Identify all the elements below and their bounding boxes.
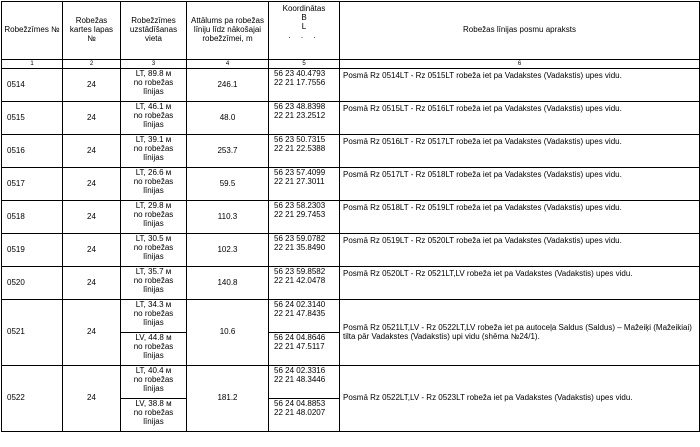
marker-id: 0514 <box>2 69 63 102</box>
coord-l: 22 21 27.3011 <box>274 176 325 186</box>
column-number: 6 <box>340 60 700 69</box>
placement-line: līnijas <box>143 350 164 360</box>
placement-line: no robežas <box>133 209 174 219</box>
description: Posmā Rz 0515LT - Rz 0516LT robeža iet pa Vadakstes (Vadakstis) upes vidu. <box>340 102 700 135</box>
coord-b: 56 23 57.4099 <box>274 168 326 177</box>
placement-line: no robežas <box>133 374 174 384</box>
description: Posmā Rz 0520LT - Rz 0521LT,LV robeža iet pa Vadakstes (Vadakstis) upes vidu. <box>340 267 700 300</box>
marker-id: 0515 <box>2 102 63 135</box>
distance: 181.2 <box>187 366 269 432</box>
table-row <box>2 267 700 300</box>
placement-lv <box>121 333 187 366</box>
placement-line: LV, 44.8 м <box>135 333 172 342</box>
placement-line: līnijas <box>143 416 164 426</box>
description: Posmā Rz 0521LT,LV - Rz 0522LT,LV robeža iet pa autoceļa Saldus (Saldus) – Mažeiķi (Mažeikiai) tilta pār Vadakstes (Vadakstis) upi vidu (shēma №24/1). <box>340 300 700 366</box>
marker-id: 0517 <box>2 168 63 201</box>
placement-line: līnijas <box>143 284 164 294</box>
map-sheet: 24 <box>63 201 121 234</box>
description: Posmā Rz 0522LT,LV - Rz 0523LT robeža iet pa Vadakstes (Vadakstis) upes vidu. <box>340 366 700 432</box>
map-sheet: 24 <box>63 69 121 102</box>
placement-line: no robežas <box>133 77 174 87</box>
coord-l: 22 21 42.0478 <box>274 275 326 285</box>
placement-line: LT, 30.5 м <box>135 234 172 243</box>
placement-line: LT, 89.8 м <box>135 69 172 78</box>
coord-b: 56 23 59.8582 <box>274 267 326 276</box>
coord-l: 22 21 22.5388 <box>274 143 326 153</box>
placement-line: LT, 35.7 м <box>135 267 172 276</box>
placement-line: no robežas <box>133 110 174 120</box>
distance: 48.0 <box>187 102 269 135</box>
distance: 59.5 <box>187 168 269 201</box>
column-number: 3 <box>121 60 187 69</box>
distance: 253.7 <box>187 135 269 168</box>
header-placement: Robežzīmes uzstādīšanas vieta <box>121 2 187 60</box>
placement <box>121 102 187 135</box>
placement-line: no robežas <box>133 407 174 417</box>
column-number: 2 <box>63 60 121 69</box>
coord-b: 56 24 04.8853 <box>274 399 326 408</box>
coordinates <box>269 267 340 300</box>
column-number: 1 <box>2 60 63 69</box>
column-number: 4 <box>187 60 269 69</box>
column-number: 5 <box>269 60 340 69</box>
coordinates <box>269 234 340 267</box>
placement-line: līnijas <box>143 119 164 129</box>
header-coordinates-l: L <box>301 21 307 31</box>
coordinates <box>269 69 340 102</box>
placement-line: līnijas <box>143 218 164 228</box>
placement <box>121 201 187 234</box>
coord-b: 56 23 48.8398 <box>274 102 326 111</box>
table-row-0521-upper <box>2 300 700 333</box>
coord-b: 56 23 40.4793 <box>274 69 326 78</box>
description: Posmā Rz 0519LT - Rz 0520LT robeža iet pa Vadakstes (Vadakstis) upes vidu. <box>340 234 700 267</box>
coordinates <box>269 102 340 135</box>
table-row-0522-upper <box>2 366 700 399</box>
placement-line: līnijas <box>143 251 164 261</box>
column-number-row <box>2 60 700 69</box>
coordinates <box>269 168 340 201</box>
header-map-sheet: Robežas kartes lapas № <box>63 2 121 60</box>
placement-line: no robežas <box>133 242 174 252</box>
table-row <box>2 102 700 135</box>
header-marker-no: Robežzīmes № <box>2 2 63 60</box>
coord-b: 56 23 59.0782 <box>274 234 326 243</box>
header-description: Robežas līnijas posmu apraksts <box>340 2 700 60</box>
distance: 10.6 <box>187 300 269 366</box>
coord-b: 56 24 02.3140 <box>274 300 326 309</box>
placement-line: LV, 38.8 м <box>135 399 172 408</box>
placement <box>121 267 187 300</box>
coord-l: 22 21 48.3446 <box>274 374 326 384</box>
coord-l: 22 21 17.7556 <box>274 77 326 87</box>
distance: 140.8 <box>187 267 269 300</box>
table-row <box>2 69 700 102</box>
map-sheet: 24 <box>63 300 121 366</box>
table-row <box>2 168 700 201</box>
coordinates-lv <box>269 399 340 432</box>
coord-l: 22 21 47.8435 <box>274 308 326 318</box>
coord-l: 22 21 23.2512 <box>274 110 326 120</box>
description: Posmā Rz 0514LT - Rz 0515LT robeža iet pa Vadakstes (Vadakstis) upes vidu. <box>340 69 700 102</box>
table-row <box>2 201 700 234</box>
placement-line: LT, 46.1 м <box>135 102 172 111</box>
map-sheet: 24 <box>63 366 121 432</box>
coord-b: 56 24 02.3316 <box>274 366 326 375</box>
marker-id: 0520 <box>2 267 63 300</box>
placement-line: no robežas <box>133 275 174 285</box>
map-sheet: 24 <box>63 102 121 135</box>
placement-line: no robežas <box>133 308 174 318</box>
coord-b: 56 24 04.8646 <box>274 333 326 342</box>
placement <box>121 135 187 168</box>
placement-line: no robežas <box>133 341 174 351</box>
map-sheet: 24 <box>63 168 121 201</box>
coord-l: 22 21 29.7453 <box>274 209 326 219</box>
description: Posmā Rz 0518LT - Rz 0519LT robeža iet pa Vadakstes (Vadakstis) upes vidu. <box>340 201 700 234</box>
header-distance: Attālums pa robežas līniju līdz nākošajai robežzīmei, m <box>187 2 269 60</box>
placement-line: līnijas <box>143 152 164 162</box>
coord-b: 56 23 58.2303 <box>274 201 326 210</box>
placement-line: līnijas <box>143 185 164 195</box>
placement-line: LT, 40.4 м <box>135 366 172 375</box>
coord-l: 22 21 35.8490 <box>274 242 326 252</box>
placement-lt <box>121 366 187 399</box>
placement-lv <box>121 399 187 432</box>
coordinates-lv <box>269 333 340 366</box>
placement-line: LT, 34.3 м <box>135 300 172 309</box>
description: Posmā Rz 0517LT - Rz 0518LT robeža iet pa Vadakstes (Vadakstis) upes vidu. <box>340 168 700 201</box>
coordinates <box>269 201 340 234</box>
marker-id: 0522 <box>2 366 63 432</box>
marker-id: 0518 <box>2 201 63 234</box>
placement-line: LT, 26.6 м <box>135 168 172 177</box>
coordinates <box>269 135 340 168</box>
marker-id: 0516 <box>2 135 63 168</box>
header-coordinates-dots: . . . <box>288 30 320 40</box>
header-coordinates-b: B <box>301 12 307 22</box>
placement <box>121 168 187 201</box>
placement-line: LT, 29.8 м <box>135 201 172 210</box>
placement <box>121 234 187 267</box>
table-row <box>2 135 700 168</box>
distance: 102.3 <box>187 234 269 267</box>
placement-line: LT, 39.1 м <box>135 135 172 144</box>
coord-b: 56 23 50.7315 <box>274 135 326 144</box>
marker-id: 0519 <box>2 234 63 267</box>
placement <box>121 69 187 102</box>
map-sheet: 24 <box>63 135 121 168</box>
header-coordinates <box>269 2 340 60</box>
description: Posmā Rz 0516LT - Rz 0517LT robeža iet pa Vadakstes (Vadakstis) upes vidu. <box>340 135 700 168</box>
coordinates-lt <box>269 366 340 399</box>
header-row <box>2 2 700 60</box>
distance: 246.1 <box>187 69 269 102</box>
placement-line: līnijas <box>143 86 164 96</box>
placement-line: līnijas <box>143 383 164 393</box>
border-markers-table <box>1 1 700 432</box>
map-sheet: 24 <box>63 234 121 267</box>
placement-lt <box>121 300 187 333</box>
distance: 110.3 <box>187 201 269 234</box>
header-coordinates-title: Koordinātas <box>282 4 326 13</box>
placement-line: no robežas <box>133 143 174 153</box>
coord-l: 22 21 48.0207 <box>274 407 326 417</box>
placement-line: no robežas <box>133 176 174 186</box>
coord-l: 22 21 47.5117 <box>274 341 325 351</box>
coordinates-lt <box>269 300 340 333</box>
map-sheet: 24 <box>63 267 121 300</box>
marker-id: 0521 <box>2 300 63 366</box>
placement-line: līnijas <box>143 317 164 327</box>
table-row <box>2 234 700 267</box>
